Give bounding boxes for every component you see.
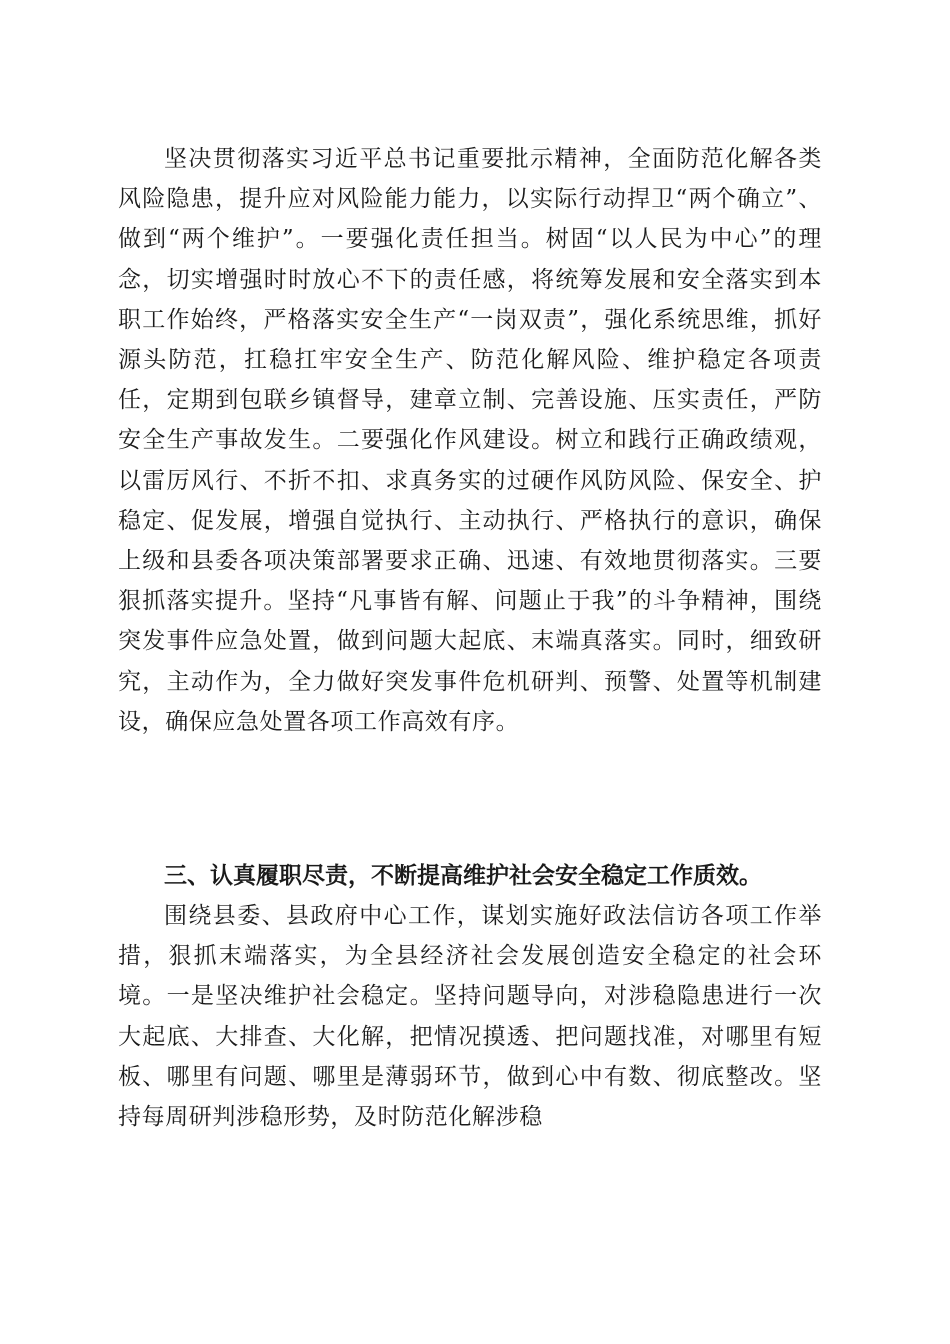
body-paragraph-2: 围绕县委、县政府中心工作，谋划实施好政法信访各项工作举措，狠抓末端落实，为全县经济社会发展创造安全稳定的社会环境。一是坚决维护社会稳定。坚持问题导向，对涉稳隐患进行一次大起底、大排查、大化解，把情况摸透、把问题找准，对哪里有短板、哪里有问题、哪里是薄弱环节，做到心中有数、彻底整改。坚持每周研判涉稳形势，及时防范化解涉稳: [118, 903, 822, 1131]
body-paragraph-1: 坚决贯彻落实习近平总书记重要批示精神，全面防范化解各类风险隐患，提升应对风险能力能力，以实际行动捍卫“两个确立”、做到“两个维护”。一要强化责任担当。树固“以人民为中心”的理念，切实增强时时放心不下的责任感，将统筹发展和安全落实到本职工作始终，严格落实安全生产“一岗双责”，强化系统思维，抓好源头防范，扛稳扛牢安全生产、防范化解风险、维护稳定各项责任，定期到包联乡镇督导，建章立制、完善设施、压实责任，严防安全生产事故发生。二要强化作风建设。树立和践行正确政绩观，以雷厉风行、不折不扣、求真务实的过硬作风防风险、保安全、护稳定、促发展，增强自觉执行、主动执行、严格执行的意识，确保上级和县委各项决策部署要求正确、迅速、有效地贯彻落实。三要狠抓落实提升。坚持“凡事皆有解、问题止于我”的斗争精神，围绕突发事件应急处置，做到问题大起底、末端真落实。同时，细致研究，主动作为，全力做好突发事件危机研判、预警、处置等机制建设，确保应急处置各项工作高效有序。: [118, 146, 822, 735]
section-heading-3: 三、认真履职尽责，不断提高维护社会安全稳定工作质效。: [164, 862, 762, 889]
